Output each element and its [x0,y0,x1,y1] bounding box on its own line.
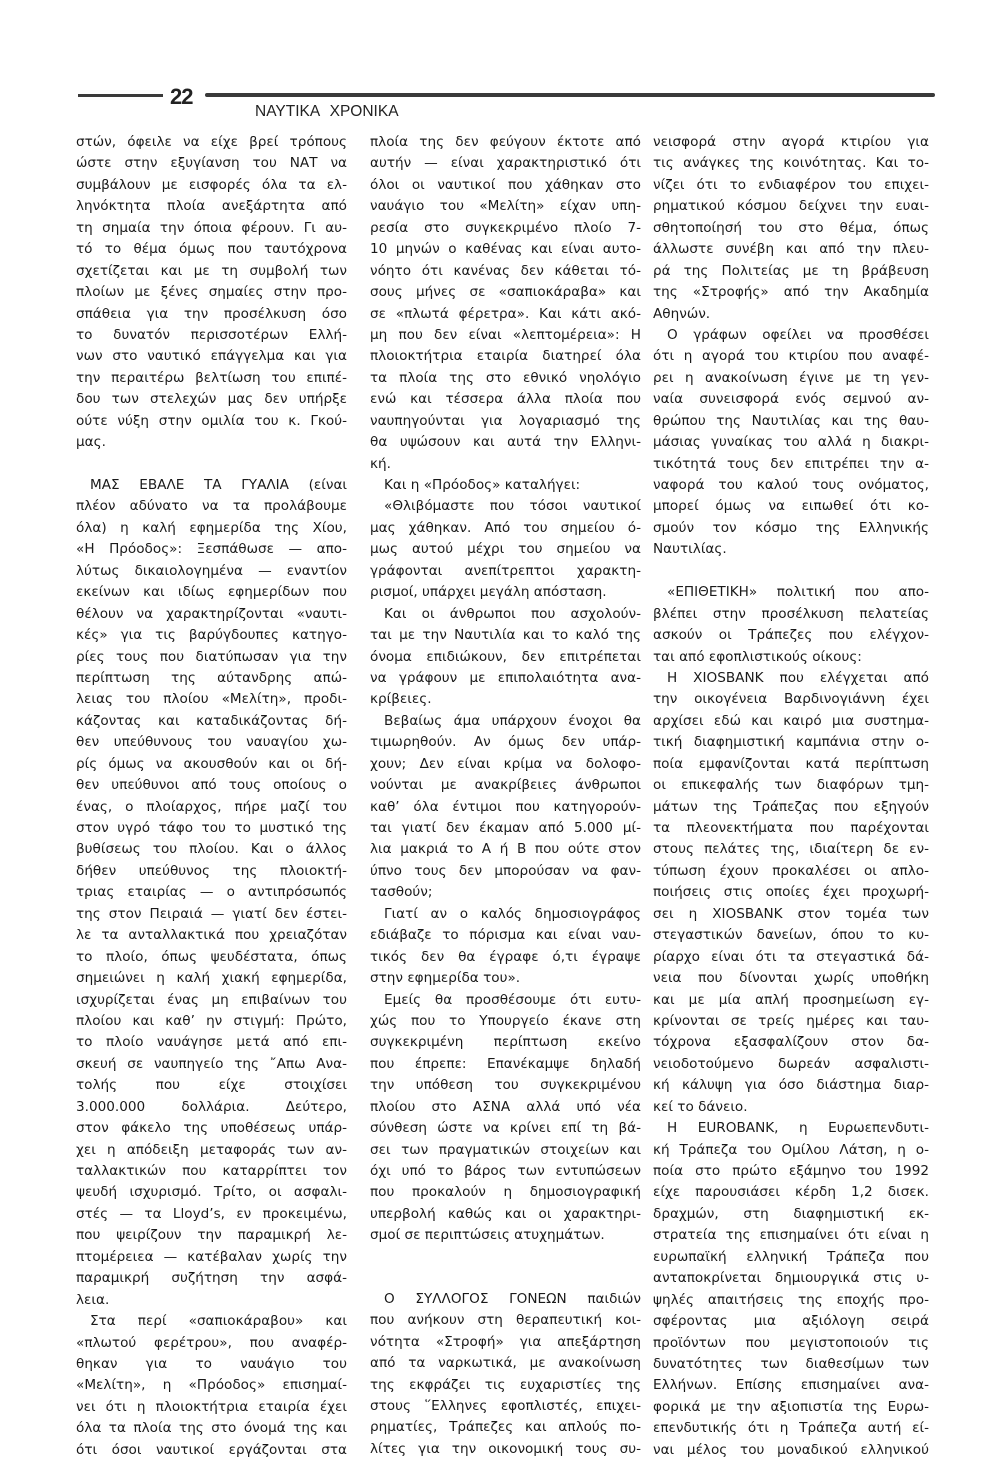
text-line: μάτων της Τράπεζας που εξηγούν [653,798,929,815]
text-line: θεν υπεύθυνους του ναυαγίου χω- [76,734,347,751]
paragraph [370,475,641,496]
text-line: σχετίζεται και με τη συμβολή των [76,262,347,279]
text-line: «Η Πρόοδος»: Ξεσπάθωσε — απο- [76,541,347,558]
text-line: Ελλήνων. Επίσης επισημαίνει ανα- [653,1377,929,1394]
paragraph [76,475,347,1311]
text-line: Γιατί αν ο καλός δημοσιογράφος [384,905,641,922]
text-line: και με μία απλή προσημείωση εγ- [653,991,929,1008]
paragraph [370,990,641,1247]
text-line: την περαιτέρω βελτίωση του επιπέ- [76,369,347,386]
text-line: επενδυτικής ότι η Τράπεζα αυτή εί- [653,1420,929,1437]
text-line: ρίες τους που διατύπωσαν για την [76,648,347,665]
text-line: κή Τράπεζα του Ομίλου Λάτση, η ο- [653,1141,929,1158]
text-line: στρατεία της επισημαίνει ότι είναι η [653,1227,929,1244]
text-line: της «Στροφής» από την Ακαδημία [653,284,929,301]
text-line: Βεβαίως άμα υπάρχουν ένοχοι θα [384,712,641,729]
text-line: δήθεν υπεύθυνος της πλοιοκτή- [76,862,347,879]
text-line: το πλοίο, όπως ψευδέστατα, όπως [76,948,347,965]
text-line: ρεσία στο συγκεκριμένο πλοίο 7- [370,219,641,236]
text-line: στές — τα Lloyd’s, εν προκειμένω, [76,1205,347,1222]
text-line: ψηλές απαιτήσεις της εποχής προ- [653,1291,929,1308]
paragraph-gap [653,561,929,582]
text-line: ρηματίες, Τράπεζες και απλούς πο- [370,1419,641,1436]
text-line: σει των πραγματικών στοιχείων και [370,1141,641,1158]
text-line: τριας εταιρίας — ο αντιπρόσωπός [76,884,347,901]
text-line: τικός δεν θα έγραφε ό,τι έγραψε [370,948,641,965]
text-line: που προκαλούν η δημοσιογραφική [370,1184,641,1201]
text-line: όλα τα πλοία της στο όνομά της και [76,1420,347,1437]
text-line: πλοία της δεν φεύγουν έκτοτε από [370,134,641,150]
text-line: συγκεκριμένη περίπτωση εκείνο [370,1034,641,1051]
text-line: ΜΑΣ ΕΒΑΛΕ ΤΑ ΓΥΑΛΙΑ (είναι [90,477,347,493]
text-line: εκείνων και ιδίως εφημερίδων που [76,584,347,601]
text-line: στον υγρό τάφο του το μυστικό της [76,820,347,836]
text-line: όλα) η καλή εφημερίδα της Χίου, [76,519,347,536]
text-line: δραχμών, στη διαφημιστική εκ- [653,1205,929,1222]
text-line: τις ανάγκες της κοινότητας. Και το- [653,155,929,172]
text-line: νεια που δίνονται χωρίς υποθήκη [653,970,929,987]
text-line: της στον Πειραιά — γιατί δεν έστει- [76,905,347,922]
text-line: σμοί σε περιπτώσεις ατυχημάτων. [370,1227,605,1244]
text-line: σπάθεια για την προσέλκυση όσο [76,305,347,322]
running-head: ΝΑΥΤΙΚΑ ΧΡΟΝΙΚΑ [255,103,399,120]
text-line: πτομέρειεα — κατέβαλαν χωρίς την [76,1248,347,1265]
text-line: σκευή σε ναυπηγείο της ῎Απω Ανα- [76,1055,347,1072]
text-line: στους ῞Ελληνες εφοπλιστές, επιχει- [370,1397,641,1414]
text-line: χουν; Δεν είναι κρίμα να δολοφο- [370,755,641,772]
text-line: μας. [76,434,106,451]
text-line: νων στο ναυτικό επάγγελμα και για [76,348,347,365]
paragraph [76,132,347,454]
text-line: Εμείς θα προσθέσουμε ότι ευτυ- [384,991,641,1008]
text-line: πλοίων με ξένες σημαίες στην προ- [76,284,347,301]
text-line: Ναυτιλίας. [653,541,727,558]
paragraph-gap [76,454,347,475]
text-line: θηκαν για το ναυάγιο του [76,1355,347,1372]
text-line: ότι όσοι ναυτικοί εργάζονται στα [76,1441,347,1458]
text-line: σει η XIOSBANK στον τομέα των [653,905,929,922]
text-line: 10 μηνών ο καθένας και είναι αυτο- [370,241,641,258]
text-line: Ο γράφων οφείλει να προσθέσει [667,326,929,343]
text-line: λίτες για την οικονομική τους συ- [370,1440,641,1457]
paragraph [76,1311,347,1461]
text-line: όχι υπό το βάρος των εντυπώσεων [370,1163,641,1179]
text-line: νεισφορά στην αγορά κτιρίου για [653,134,929,150]
text-line: ρίαρχο είναι ότι τα στεγαστικά δά- [653,948,929,965]
text-line: ποιήσεις στις οποίες έχει προχωρή- [653,884,929,901]
text-line: στών, όφειλε να είχε βρεί τρόπους [76,134,347,150]
text-line: τη σημαία την όποια φέρουν. Γι αυ- [76,219,347,236]
text-line: παραμικρή συζήτηση την ασφά- [76,1270,347,1287]
text-line: Η XIOSBANK που ελέγχεται από [667,669,929,686]
text-line: θεν υπεύθυνοι από τους οποίους ο [76,777,347,794]
text-line: «ΕΠΙΘΕΤΙΚΗ» πολιτική που απο- [667,584,929,601]
text-line: δου των στελεχών μας δεν υπήρξε [76,391,347,408]
text-line: το δυνατόν περισσοτέρων Ελλή- [76,326,347,343]
text-line: βλέπει στην προσέλκυση πελατείας [653,605,929,622]
text-line: ναι μέλος του μοναδικού ελληνικού [653,1441,929,1458]
text-line: ότι η αγορά του κτιρίου που αναφέ- [653,348,929,365]
text-line: περίπτωση της αύτανδρης απώ- [76,669,347,686]
text-line: Η EUROBANK, η Ευρωεπενδυτι- [667,1120,929,1137]
text-line: ναία συνεισφορά ενός σεμνού αν- [653,391,929,408]
text-line: ποία εμφανίζονται κατά περίπτωση [653,755,929,772]
text-line: νόητο ότι κανένας δεν κάθεται τό- [370,262,641,279]
text-line: Ο ΣΥΛΛΟΓΟΣ ΓΟΝΕΩΝ παιδιών [384,1290,641,1307]
text-line: σύνθεση ώστε να κρίνει επί τη βά- [370,1120,641,1137]
text-line: προϊόντων που μεγιστοποιούν τις [653,1334,929,1351]
text-line: λεια. [76,1291,110,1308]
text-line: μπορεί όμως να ειπωθεί ότι κο- [653,498,929,515]
text-line: να γράφουν με επιπολαιότητα ανα- [370,669,641,686]
text-line: καθ’ όλα έντιμοι που κατηγορούν- [370,798,641,815]
text-line: γράφονται ανεπίτρεπτοι χαρακτη- [370,562,641,579]
text-line: πλέον αδύνατο να τα προλάβουμε [76,498,347,515]
text-line: την υπόθεση του συγκεκριμένου [370,1077,641,1094]
text-line: στον φάκελο της υποθέσεως υπάρ- [76,1120,347,1137]
text-line: από τα ναρκωτικά, με ανακοίνωση [370,1355,641,1372]
column-3 [653,132,929,1461]
text-line: σημειώνει η καλή χιακή εφημερίδα, [76,970,347,987]
text-line: τασθούν; [370,884,433,901]
text-line: θρώπου της Ναυτιλίας και της θαυ- [653,412,929,429]
text-line: σθητοποίησή του στο θέμα, όπως [653,219,929,236]
text-line: πλοιοκτήτρια εταιρία διατηρεί όλα [370,348,641,365]
text-line: τικότητά τους δεν επιτρέπει την α- [653,455,929,472]
text-line: πλοίου και καθ’ ην στιγμή: Πρώτο, [76,1012,347,1029]
text-line: ποία στο πρώτο εξάμηνο του 1992 [653,1163,929,1179]
text-line: «Μελίτη», η «Πρόοδος» επισημαί- [76,1377,347,1394]
text-line: σε «πλωτά φέρετρα». Και κάτι ακό- [370,305,641,322]
text-line: τόχρονα εξασφαλίζουν στον δα- [653,1034,929,1051]
text-line: εδιάβαζε το πόρισμα και είναι ναυ- [370,927,641,944]
text-line: ρισμοί, υπάρχει μεγάλη απόσταση. [370,584,607,601]
page-number: 22 [170,84,193,109]
text-line: Και η «Πρόοδος» καταλήγει: [384,477,581,493]
text-line: νίζει ότι το ενδιαφέρον του επιχει- [653,176,929,193]
text-line: ναυάγιο του «Μελίτη» είχαν υπη- [370,198,641,215]
text-line: κές» για τις βαρύγδουπες κατηγο- [76,627,347,644]
text-line: στεγαστικών δανείων, όπου το κυ- [653,927,929,944]
text-line: νει ότι η πλοιοκτήτρια εταιρία έχει [76,1398,347,1415]
text-line: αρχίσει εδώ και καιρό μια συστημα- [653,712,929,729]
text-line: κή κάλυψη για όσο διάστημα διαρ- [653,1077,929,1094]
text-line: 3.000.000 δολλάρια. Δεύτερο, [76,1098,347,1115]
text-line: θέλουν να χαρακτηρίζονται «ναυτι- [76,605,347,622]
text-line: που ψειρίζουν την παραμικρή λε- [76,1227,347,1244]
text-line: ασκούν οι Τράπεζες που ελέγχον- [653,627,929,644]
text-line: χώς που το Υπουργείο έκανε στη [370,1012,641,1029]
text-line: ρίς όμως να ακουσθούν και οι δή- [76,755,347,772]
column-2 [370,132,641,1460]
text-line: φορικά με την αξιοπιστία της Ευρω- [653,1398,929,1415]
text-line: τιμωρηθούν. Αν όμως δεν υπάρ- [370,734,641,751]
text-line: μάσιας γυναίκας του αλλά η διακρι- [653,434,929,451]
text-line: ενώ και τέσσερα άλλα πλοία που [370,391,641,408]
text-line: θα υψώσουν και αυτά την Ελληνι- [370,434,641,451]
text-line: ταλλακτικών που καταρρίπτει τον [76,1163,347,1179]
text-line: σφέροντας μια αξιόλογη σειρά [653,1313,929,1330]
text-line: σμούν τον κόσμο της Ελληνικής [653,519,929,536]
text-line: όνομα επιδιώκουν, δεν επιτρέπεται [370,648,641,665]
paragraph [653,668,929,1118]
text-line: ούτε νύξη στην ομιλία του κ. Γκού- [76,412,347,429]
text-line: συμβάλουν με εισφορές όλα τα ελ- [76,176,347,193]
text-line: την οικογένεια Βαρδινογιάννη έχει [653,691,929,708]
text-line: τολής που είχε στοιχίσει [76,1077,347,1094]
text-line: ανταποκρίνεται δημιουργικά στις υ- [653,1270,929,1287]
header-rule-right [205,93,935,97]
text-line: ται με την Ναυτιλία και το καλό της [370,627,641,644]
text-line: της εκφράζει τις ευχαριστίες της [370,1376,641,1393]
text-line: τική διαφημιστική καμπάνια στην ο- [653,734,929,751]
text-line: χει η απόδειξη μεταφοράς των αν- [76,1141,347,1158]
text-line: νούνται με ανακρίβειες άνθρωποι [370,777,641,794]
text-line: λια μακριά το Α ή Β που ούτε στον [370,841,641,858]
paragraph [653,1118,929,1461]
paragraph [653,132,929,325]
text-line: Στα περί «σαπιοκάραβου» και [90,1313,347,1330]
header-rule-left [78,94,163,97]
text-line: τα πλεονεκτήματα που παρέχονται [653,820,929,836]
text-line: ένας, ο πλοίαρχος, πήρε μαζί του [76,798,347,815]
text-line: ψευδή ισχυρισμό. Τρίτο, οι ασφαλι- [76,1184,347,1201]
paragraph [653,582,929,668]
text-line: οι επικεφαλής των διαφόρων τμη- [653,777,929,794]
text-line: κεί το δάνειο. [653,1098,748,1115]
text-line: ληνόκτητα πλοία ανεξάρτητα από [76,198,347,215]
text-line: άλλωστε συνέβη και από την πλευ- [653,241,929,258]
text-line: νειοδοτούμενο δωρεάν ασφαλιστι- [653,1055,929,1072]
text-line: νότητα «Στροφή» για απεξάρτηση [370,1333,641,1350]
text-line: αυτήν — είναι χαρακτηριστικό ότι [370,155,641,172]
text-line: στην εφημερίδα του». [370,970,521,987]
paragraph [370,904,641,990]
text-line: στους πελάτες της, ιδιαίτερη δε εν- [653,841,929,858]
text-line: ται από εφοπλιστικούς οίκους: [653,648,862,665]
paragraph [653,325,929,561]
text-line: ρηματικού κόσμου δείχνει την ευαι- [653,198,929,215]
paragraph [370,1289,641,1461]
text-line: πλοίου στο ΑΣΝΑ αλλά υπό νέα [370,1098,641,1115]
text-line: κρίνονται σε τρείς ημέρες και ταυ- [653,1012,929,1029]
text-line: ται γιατί δεν έκαμαν από 5.000 μί- [370,820,641,836]
column-1 [76,132,347,1461]
text-line: τύπωση έχουν προκαλέσει οι απλο- [653,862,929,879]
text-line: ρει η ανακοίνωση έγινε με τη γεν- [653,369,929,386]
text-line: ώστε στην εξυγίανση του ΝΑΤ να [76,155,347,172]
text-line: «Θλιβόμαστε που τόσοι ναυτικοί [384,498,641,515]
text-line: Αθηνών. [653,305,711,322]
paragraph [370,711,641,904]
text-line: ευρωπαϊκή ελληνική Τράπεζα που [653,1248,929,1265]
paragraph [370,604,641,711]
text-line: βυθίσεως του πλοίου. Και ο άλλος [76,841,347,858]
text-line: ρά της Πολιτείας με τη βράβευση [653,262,929,279]
text-line: λειας του πλοίου «Μελίτη», προδι- [76,691,347,708]
text-line: υπερβολή καθώς και οι χαρακτηρι- [370,1205,641,1222]
text-line: είχε παρουσιάσει κέρδη 1,2 δισεκ. [653,1184,929,1201]
text-line: ύπνο τους δεν μπορούσαν να φαν- [370,862,641,879]
text-line: μως αυτού μέχρι του σημείου να [370,541,641,558]
text-line: Και οι άνθρωποι που ασχολούν- [384,605,641,622]
text-line: τό το θέμα όμως που ταυτόχρονα [76,241,347,258]
text-line: που ανήκουν στη θεραπευτική κοι- [370,1312,641,1329]
text-line: κή. [370,455,391,472]
paragraph [370,132,641,475]
text-line: κάζοντας και καταδικάζοντας δή- [76,712,347,729]
text-line: «πλωτού φερέτρου», που αναφέρ- [76,1334,347,1351]
text-line: ναυπηγούνται για λογαριασμό της [370,412,641,429]
text-line: σους μήνες σε «σαπιοκάραβα» και [370,284,641,301]
text-line: λύτως δικαιολογημένα — εναντίον [76,562,347,579]
paragraph [370,496,641,603]
text-line: τα πλοία της στο εθνικό νηολόγιο [370,369,641,386]
text-line: κρίβειες. [370,691,432,708]
text-line: ναφορά του καλού τους ονόματος, [653,477,929,493]
text-line: μας χάθηκαν. Από του σημείου ό- [370,519,641,536]
text-line: λε τα ανταλλακτικά που χρειαζόταν [76,927,347,944]
text-line: το πλοίο ναυάγησε μετά από επι- [76,1034,347,1051]
text-line: όλοι οι ναυτικοί που χάθηκαν στο [370,176,641,193]
paragraph-gap [370,1247,641,1289]
text-line: μη που δεν είναι «λεπτομέρεια»: Η [370,326,641,343]
text-line: δυνατότητες των διαθεσίμων των [653,1355,929,1372]
text-line: που έπρεπε: Επανέκαμψε δηλαδή [370,1055,641,1072]
text-line: ισχυρίζεται ένας μη επιβαίνων του [76,991,347,1008]
